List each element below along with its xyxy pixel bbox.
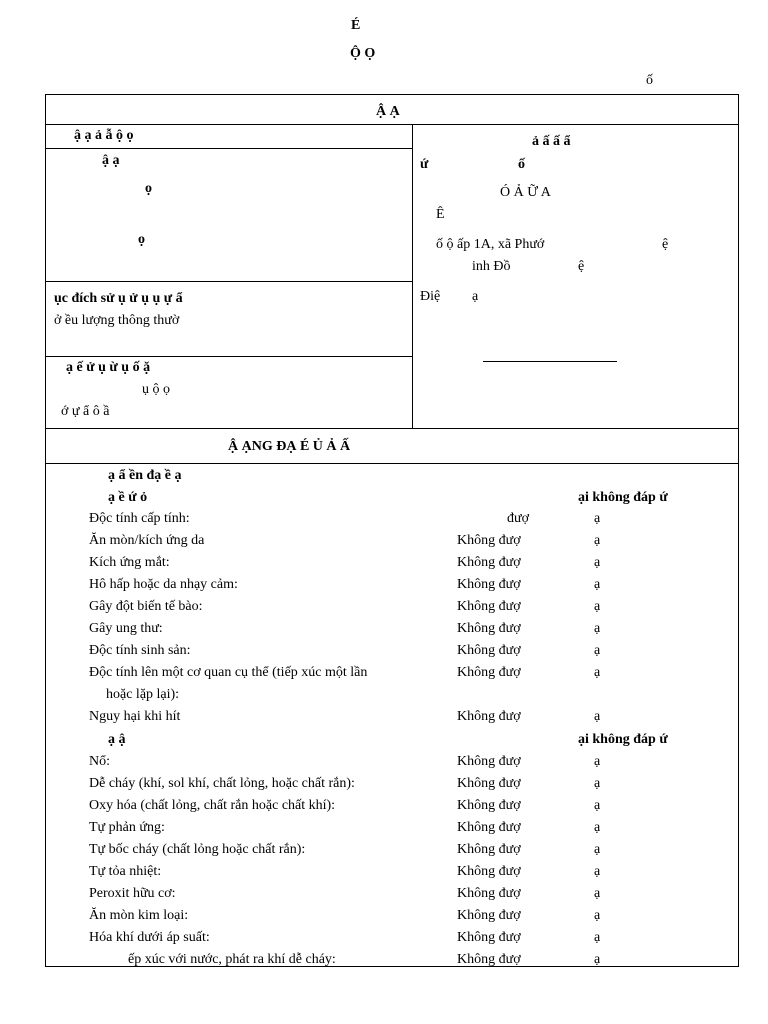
health-hazard-row-name: Ăn mòn/kích ứng da bbox=[89, 533, 205, 548]
health-hazard-row-status: đượ bbox=[507, 511, 529, 526]
health-hazard-row-status: Không đượ bbox=[457, 709, 521, 724]
doc-header-line2: Ộ Ọ bbox=[350, 46, 376, 61]
physical-hazard-row-name: Ăn mòn kim loại: bbox=[89, 908, 189, 923]
health-hazard-row-mark: ạ bbox=[594, 533, 601, 548]
intended-use-label: ục đích sử ụ ử ụ ụ ự ẩ bbox=[54, 291, 183, 306]
physical-hazard-row-status: Không đượ bbox=[457, 754, 521, 769]
supplier-label-a: ứ bbox=[420, 157, 429, 172]
physical-hazard-row-name: Nổ: bbox=[89, 754, 110, 769]
physical-hazard-row-mark: ạ bbox=[594, 952, 601, 967]
health-hazard-row-name: Kích ứng mắt: bbox=[89, 555, 170, 570]
product-identifier-label: ậ ạ ả ẫ ộ ọ bbox=[74, 128, 134, 143]
health-hazard-row-name-continued: hoặc lặp lại): bbox=[106, 687, 180, 702]
health-hazard-row-mark: ạ bbox=[594, 621, 601, 636]
health-hazard-row-mark: ạ bbox=[594, 665, 601, 680]
physical-hazard-row-mark: ạ bbox=[594, 820, 601, 835]
product-field-2: ọ bbox=[138, 232, 145, 247]
health-hazard-row-name: Gây ung thư: bbox=[89, 621, 163, 636]
physical-hazard-row-status: Không đượ bbox=[457, 886, 521, 901]
health-hazards-column-header: ại không đáp ứ bbox=[578, 490, 668, 505]
left-row-divider-3 bbox=[45, 356, 412, 357]
company-name: Ó Ả Ữ A bbox=[500, 185, 551, 200]
physical-hazard-row-name: Oxy hóa (chất lỏng, chất rắn hoặc chất khí): bbox=[89, 798, 336, 813]
company-province: inh Đồ bbox=[472, 259, 511, 274]
phone-label-end: ạ bbox=[472, 289, 479, 304]
health-hazard-row-name: Độc tính cấp tính: bbox=[89, 511, 190, 526]
left-row-divider-1 bbox=[45, 148, 412, 149]
health-hazard-row-mark: ạ bbox=[594, 555, 601, 570]
doc-header-line1: É bbox=[351, 18, 361, 33]
physical-hazard-row-name: Dễ cháy (khí, sol khí, chất lỏng, hoặc chất rắn): bbox=[89, 776, 355, 791]
health-hazard-row-status: Không đượ bbox=[457, 643, 521, 658]
physical-hazard-row-status: Không đượ bbox=[457, 776, 521, 791]
health-hazard-row-status: Không đượ bbox=[457, 555, 521, 570]
intended-use-text: ở ều lượng thông thườ bbox=[54, 313, 180, 328]
physical-hazard-row-status: Không đượ bbox=[457, 952, 521, 967]
health-hazard-row-name: Hô hấp hoặc da nhạy cảm: bbox=[89, 577, 238, 592]
product-field-1: ọ bbox=[145, 181, 152, 196]
physical-hazards-column-header: ại không đáp ứ bbox=[578, 732, 668, 747]
health-hazard-row-mark: ạ bbox=[594, 643, 601, 658]
classification-subtitle: ạ ẩ ền đạ ề ạ bbox=[108, 468, 182, 483]
physical-hazards-label: ạ ậ bbox=[108, 732, 126, 747]
physical-hazard-row-mark: ạ bbox=[594, 908, 601, 923]
physical-hazard-row-status: Không đượ bbox=[457, 930, 521, 945]
health-hazards-label: ạ ề ứ ỏ bbox=[108, 490, 148, 505]
physical-hazard-row-mark: ạ bbox=[594, 798, 601, 813]
physical-hazard-row-mark: ạ bbox=[594, 886, 601, 901]
physical-hazard-row-mark: ạ bbox=[594, 776, 601, 791]
product-name-label: ậ ạ bbox=[102, 153, 120, 168]
section2-title-divider bbox=[45, 463, 739, 464]
use-restriction-line3: ớ ự ẩ ô ầ bbox=[61, 404, 110, 419]
health-hazard-row-mark: ạ bbox=[594, 599, 601, 614]
use-restriction-line2: ụ ộ ọ bbox=[142, 382, 170, 397]
supplier-info-label: ả ấ ấ ẩ bbox=[532, 134, 571, 149]
physical-hazard-row-mark: ạ bbox=[594, 930, 601, 945]
health-hazard-row-status: Không đượ bbox=[457, 533, 521, 548]
physical-hazard-row-status: Không đượ bbox=[457, 864, 521, 879]
health-hazard-row-name: Nguy hại khi hít bbox=[89, 709, 181, 724]
section2-title: Ậ ẠNG ĐẠ É Ủ Ả Ấ bbox=[228, 439, 351, 454]
physical-hazard-row-mark: ạ bbox=[594, 754, 601, 769]
company-name-line2: Ê bbox=[436, 207, 445, 222]
health-hazard-row-name: Gây đột biến tế bào: bbox=[89, 599, 203, 614]
phone-label: Điệ bbox=[420, 289, 441, 304]
section1-bottom-divider bbox=[45, 428, 739, 429]
signature-line bbox=[483, 361, 617, 362]
company-address-end: ệ bbox=[662, 237, 669, 252]
doc-header-line3: ố bbox=[646, 73, 653, 88]
physical-hazard-row-mark: ạ bbox=[594, 842, 601, 857]
health-hazard-row-status: Không đượ bbox=[457, 621, 521, 636]
left-row-divider-2 bbox=[45, 281, 412, 282]
physical-hazard-row-status: Không đượ bbox=[457, 842, 521, 857]
supplier-label-b: ố bbox=[518, 157, 525, 172]
physical-hazard-row-name: Hóa khí dưới áp suất: bbox=[89, 930, 210, 945]
health-hazard-row-mark: ạ bbox=[594, 577, 601, 592]
company-address: ố ộ ấp 1A, xã Phướ bbox=[436, 237, 545, 252]
company-province-end: ệ bbox=[578, 259, 585, 274]
health-hazard-row-status: Không đượ bbox=[457, 577, 521, 592]
physical-hazard-row-status: Không đượ bbox=[457, 908, 521, 923]
physical-hazard-row-name: Tự bốc cháy (chất lỏng hoặc chất rắn): bbox=[89, 842, 306, 857]
physical-hazard-row-status: Không đượ bbox=[457, 798, 521, 813]
physical-hazard-row-status: Không đượ bbox=[457, 820, 521, 835]
health-hazard-row-mark: ạ bbox=[594, 511, 601, 526]
health-hazard-row-mark: ạ bbox=[594, 709, 601, 724]
physical-hazard-row-name: Tự tỏa nhiệt: bbox=[89, 864, 162, 879]
health-hazard-row-name: Độc tính lên một cơ quan cụ thể (tiếp xúc một lần bbox=[89, 665, 368, 680]
health-hazard-row-status: Không đượ bbox=[457, 599, 521, 614]
physical-hazard-row-mark: ạ bbox=[594, 864, 601, 879]
section1-title: Ậ Ạ bbox=[376, 104, 400, 119]
health-hazard-row-status: Không đượ bbox=[457, 665, 521, 680]
physical-hazard-row-name: Peroxit hữu cơ: bbox=[89, 886, 176, 901]
use-restriction-label: ạ ế ử ụ ừ ụ ố ặ bbox=[66, 360, 151, 375]
section1-column-divider bbox=[412, 124, 413, 429]
outer-table-border bbox=[45, 94, 739, 967]
health-hazard-row-name: Độc tính sinh sản: bbox=[89, 643, 191, 658]
section1-title-divider bbox=[45, 124, 739, 125]
physical-hazard-row-name: Tự phản ứng: bbox=[89, 820, 165, 835]
physical-hazard-row-name: ếp xúc với nước, phát ra khí dễ cháy: bbox=[128, 952, 336, 967]
